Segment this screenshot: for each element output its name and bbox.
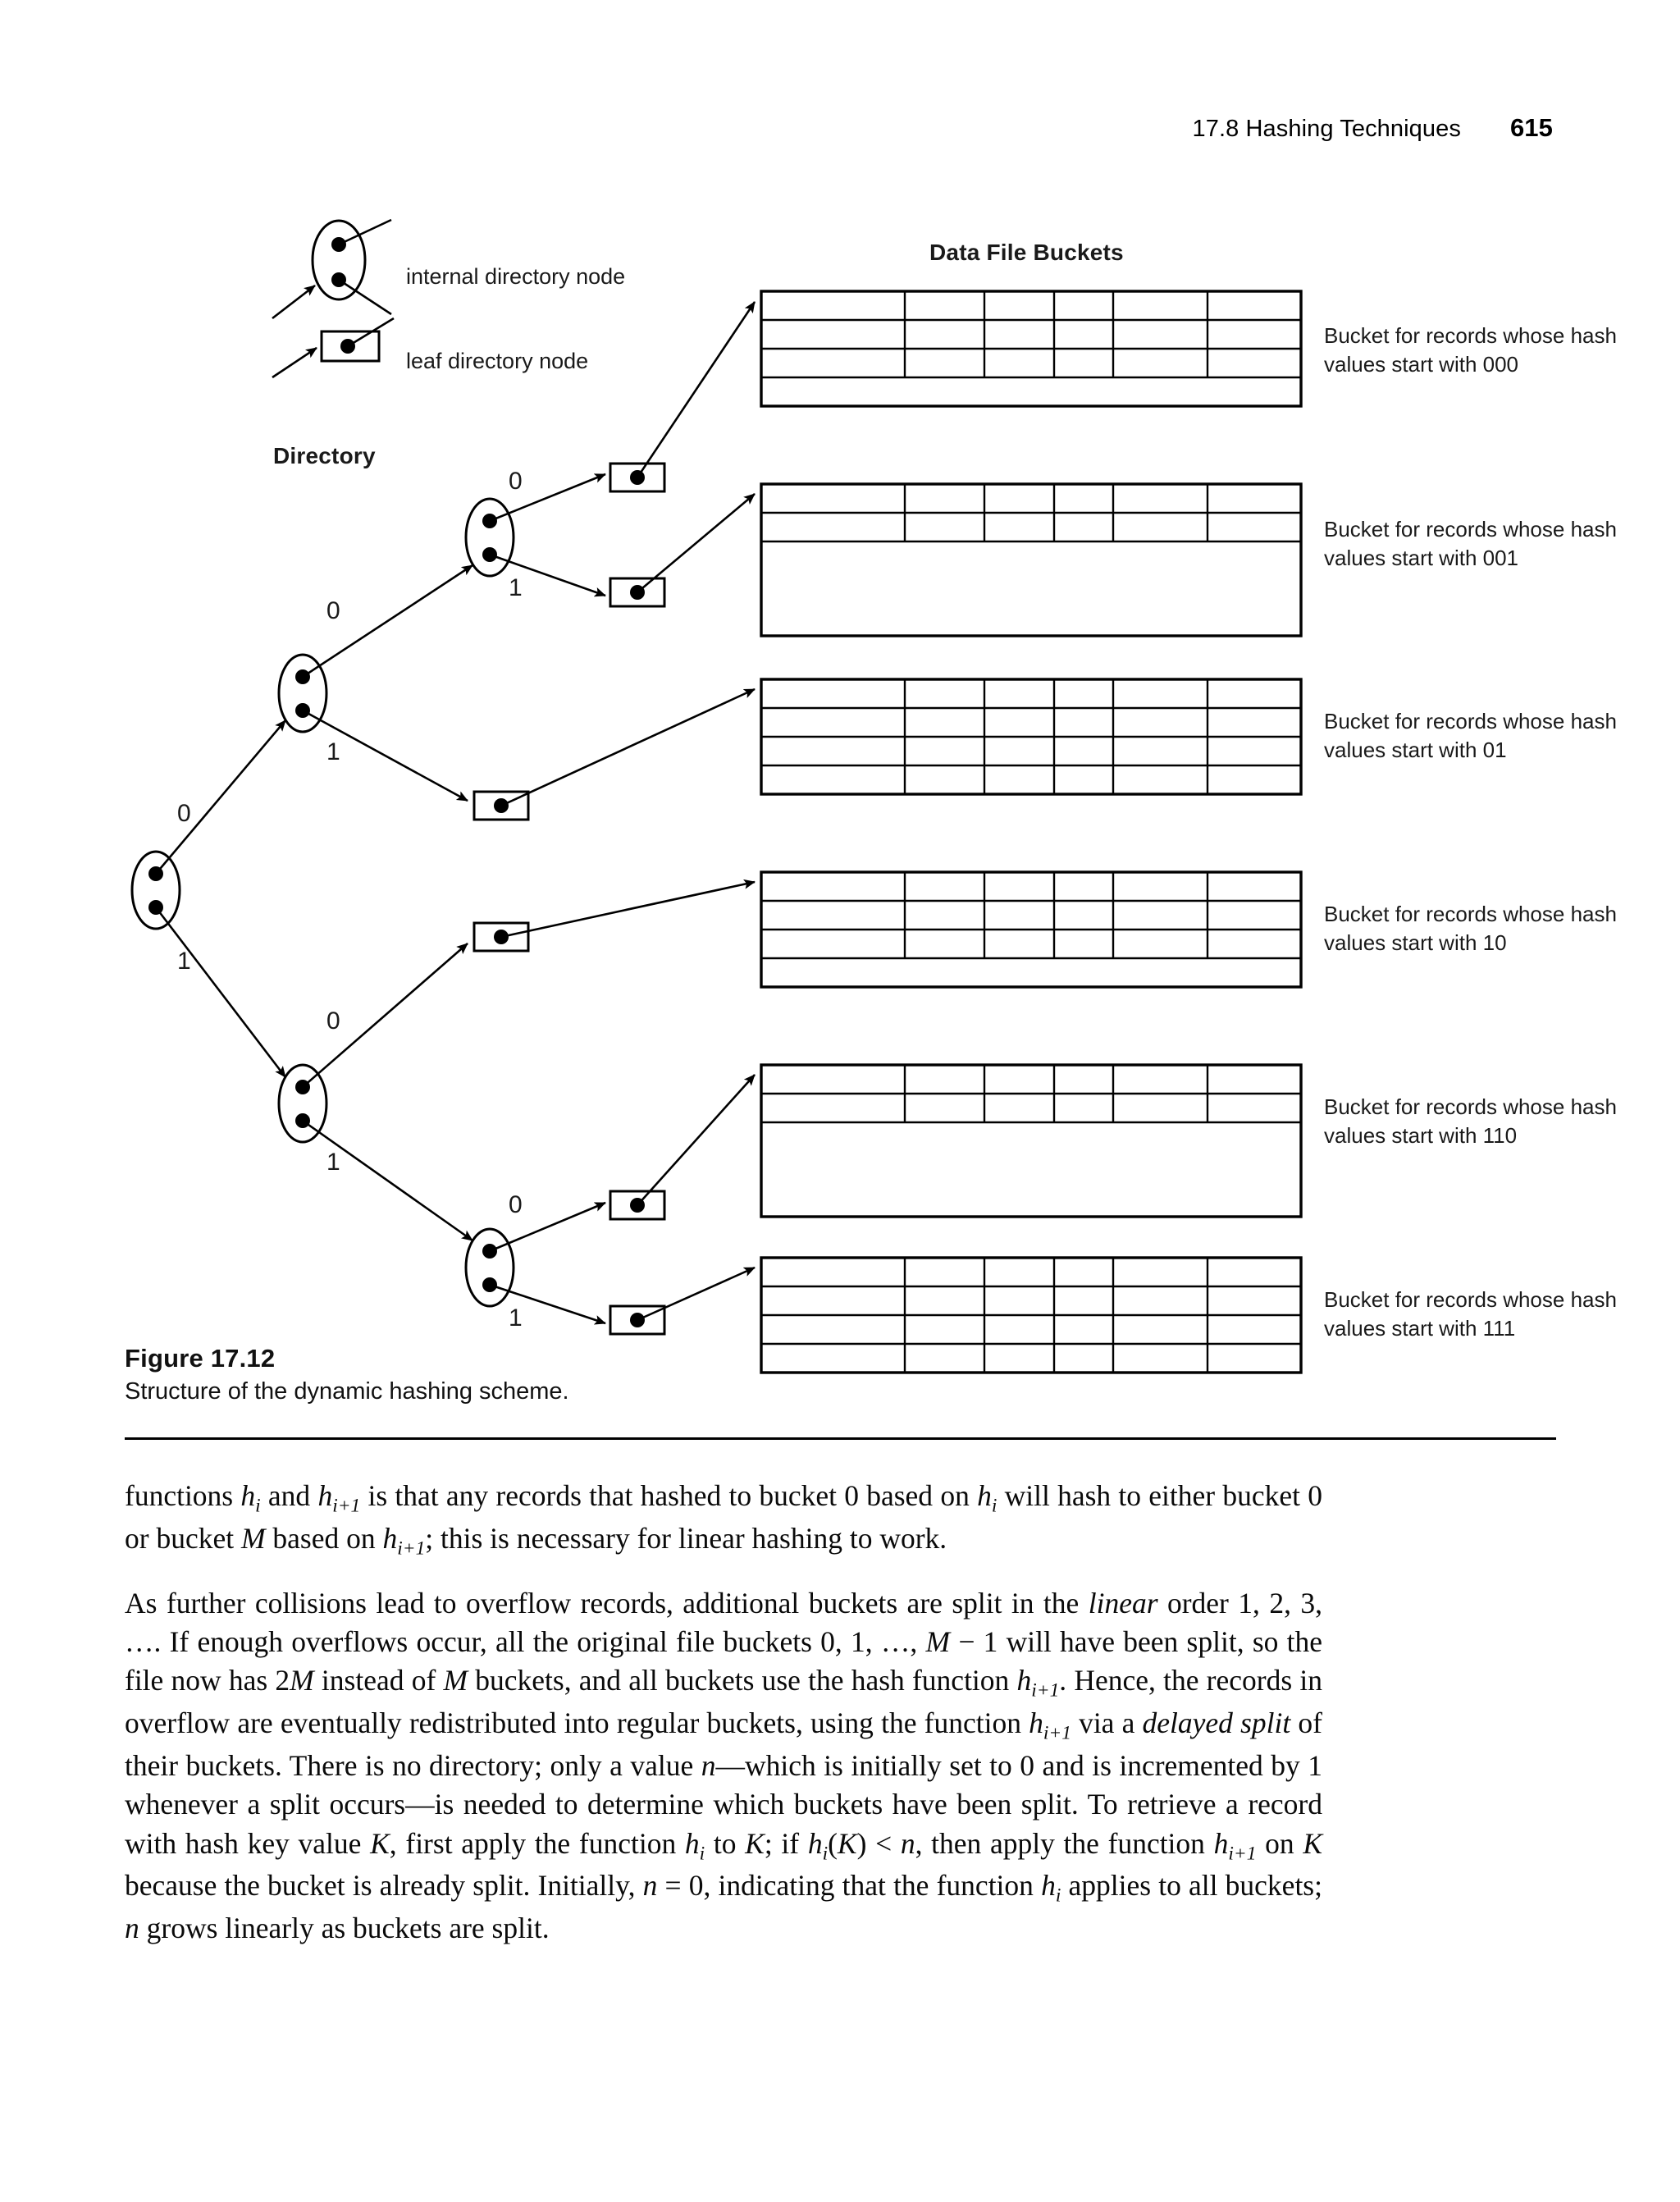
caption-divider-rule <box>125 1437 1556 1440</box>
pointer-leaf-10-to-bucket <box>501 882 755 937</box>
tree-node-root <box>132 852 180 929</box>
edge-label-11-1: 1 <box>509 1304 523 1332</box>
bucket-001-table <box>761 484 1301 636</box>
paragraph-1: functions $h_i$ and $h_{i+1}$ is that any records that hashed to bucket 0 based on $h_i$ will hash to either bucket 0 or bucket M based on $h_{i+1}$; this is necessary for linear hashing to work. <box>125 1479 1322 1560</box>
pointer-leaf-01-to-bucket <box>501 689 755 806</box>
edge-label-root-1: 1 <box>177 948 191 975</box>
tree-node-11 <box>466 1229 514 1306</box>
tree-edge-11-1 <box>490 1285 605 1323</box>
legend-label-leaf-node: leaf directory node <box>406 349 589 373</box>
edge-label-00-0: 0 <box>509 468 523 495</box>
legend-label-internal-node: internal directory node <box>406 264 626 289</box>
body-text <box>125 1477 1322 1948</box>
page-number: 615 <box>1509 113 1553 142</box>
bucket-110-table <box>761 1065 1301 1217</box>
bucket-caption-111: Bucket for records whose hash values start with 111 <box>1324 1287 1617 1341</box>
pointer-leaf-111-to-bucket <box>637 1268 755 1320</box>
edge-label-0-0: 0 <box>326 597 340 624</box>
pointer-leaf-000-to-bucket <box>637 302 755 477</box>
bucket-111-table <box>761 1258 1301 1373</box>
legend-internal-in-arrow <box>272 286 315 318</box>
paragraph-2: As further collisions lead to overflow records, additional buckets are split in the linear order 1, 2, 3, …. If enough overflows occur, all the original file buckets 0, 1, …, M − 1 will have been split, so the file now has 2M instead of M buckets, and all buckets use the hash function $h_{i+1}$. Hence, the records in overflow are eventually redistributed into regular buckets, using the function $h_{i+1}$ via a delayed split of their buckets. There is no directory; only a value n—which is initially set to 0 and is incremented by 1 whenever a split occurs—is needed to determine which buckets have been split. To retrieve a record with hash key value K, first apply the function $h_i$ to K; if $h_i(K) < n$, then apply the function $h_{i+1}$ on K because the bucket is already split. Initially, n = 0, indicating that the function $h_i$ applies to all buckets; n grows linearly as buckets are split. <box>125 1586 1323 1945</box>
bucket-000-table <box>761 291 1301 406</box>
bucket-10-table <box>761 872 1301 987</box>
edge-label-1-0: 0 <box>326 1007 340 1035</box>
figure-caption-head: Figure 17.12 <box>125 1344 276 1373</box>
tree-edge-00-0 <box>490 474 605 521</box>
tree-node-00 <box>466 499 514 576</box>
legend-internal-node-ellipse <box>313 221 365 299</box>
legend-leaf-in-arrow <box>272 348 317 377</box>
bucket-caption-10: Bucket for records whose hash values start with 10 <box>1324 902 1617 955</box>
edge-label-0-1: 1 <box>326 738 340 765</box>
edge-label-root-0: 0 <box>177 800 191 827</box>
edge-label-00-1: 1 <box>509 574 523 601</box>
edge-label-1-1: 1 <box>326 1149 340 1176</box>
bucket-caption-001: Bucket for records whose hash values start with 001 <box>1324 517 1617 570</box>
pointer-leaf-001-to-bucket <box>637 494 755 592</box>
pointer-leaf-110-to-bucket <box>637 1075 755 1205</box>
tree-edge-root-0 <box>156 720 285 874</box>
bucket-caption-01: Bucket for records whose hash values start with 01 <box>1324 709 1617 762</box>
bucket-01-table <box>761 679 1301 794</box>
tree-edge-1-1 <box>303 1121 472 1240</box>
tree-edge-00-1 <box>490 555 605 596</box>
figure-caption-body: Structure of the dynamic hashing scheme. <box>125 1378 569 1405</box>
tree-edge-11-0 <box>490 1203 605 1251</box>
edge-label-11-0: 0 <box>509 1191 523 1218</box>
figure-caption <box>125 1344 748 1405</box>
data-file-buckets-title: Data File Buckets <box>929 240 1124 265</box>
bucket-caption-110: Bucket for records whose hash values start with 110 <box>1324 1094 1617 1148</box>
tree-edge-root-1 <box>156 907 285 1077</box>
running-head-section: 17.8 Hashing Techniques <box>1192 116 1461 142</box>
directory-title: Directory <box>273 443 376 468</box>
bucket-caption-000: Bucket for records whose hash values start with 000 <box>1324 323 1617 377</box>
